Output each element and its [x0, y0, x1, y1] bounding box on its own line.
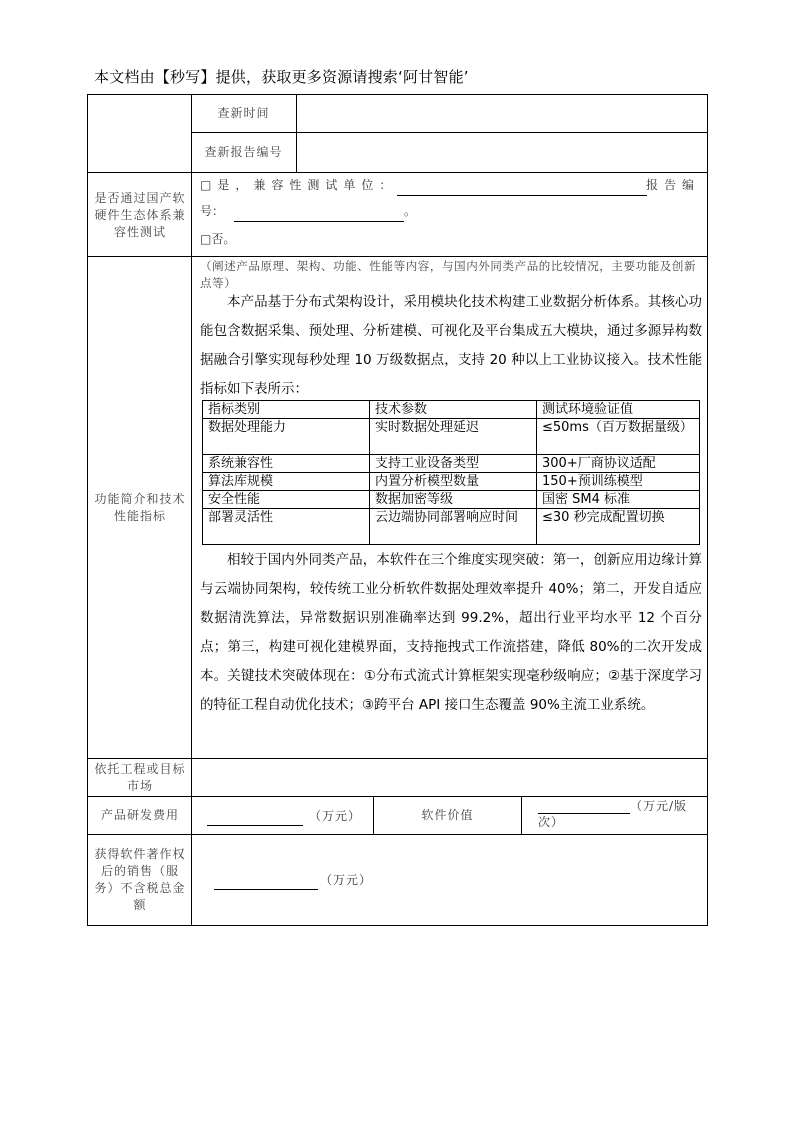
table-cell: 内置分析模型数量: [370, 473, 537, 491]
sales-label: 获得软件著作权后的销售（服务）不含税总金额: [94, 847, 186, 912]
indicator-table: [202, 400, 700, 545]
features-comparison: 相较于国内外同类产品，本软件在三个维度实现突破：第一，创新应用边缘计算与云端协同架构，较传统工业分析软件数据处理效率提升 40%；第二，开发自适应数据清洗算法，异常数据识别准确率达到 99.2%，超出行业平均水平 12 个百分点；第三，构建可视化建模界面，支持拖拽式工作流搭建，降低 80%的二次开发成本。关键技术突破体现在：①分布式流式计算框架实现毫秒级响应；②基于深度学习的特征工程自动优化技术；③跨平台 API 接口生态覆盖 90%主流工业系统。: [200, 552, 702, 713]
table-row: [203, 455, 700, 473]
table-cell: 支持工业设备类型: [370, 455, 537, 473]
sales-field-group: [214, 870, 414, 890]
review-time-label: 查新时间: [217, 106, 270, 120]
indicator-table-header: [203, 401, 700, 419]
cost-field[interactable]: [207, 812, 303, 826]
table-cell: ≤50ms（百万数据量级）: [537, 419, 700, 455]
compat-yes-line: [200, 174, 702, 196]
compat-no-option[interactable]: □否。: [200, 232, 236, 246]
table-cell: 数据处理能力: [203, 419, 370, 455]
table-cell: 系统兼容性: [203, 455, 370, 473]
rule: [191, 172, 707, 173]
compat-report-field[interactable]: [234, 208, 404, 222]
table-cell: 数据加密等级: [370, 491, 537, 509]
rule: [88, 256, 707, 257]
software-value-group: [538, 798, 698, 832]
compat-period: 。: [404, 204, 417, 218]
software-value-unit: （万元/版次）: [538, 799, 688, 829]
compat-test-label: 是否通过国产软硬件生态体系兼容性测试: [94, 190, 186, 239]
rule: [191, 95, 192, 925]
table-row: [203, 419, 700, 455]
table-cell: 实时数据处理延迟: [370, 419, 537, 455]
features-label: 功能简介和技术性能指标: [94, 492, 186, 523]
cost-label: 产品研发费用: [100, 808, 179, 822]
features-hint: （阐述产品原理、架构、功能、性能等内容，与国内外同类产品的比较情况，主要功能及创新点等）: [200, 259, 697, 290]
review-report-number-label: 查新报告编号: [204, 145, 283, 159]
table-cell: 云边端协同部署响应时间: [370, 509, 537, 545]
table-row: [203, 491, 700, 509]
rule: [88, 834, 707, 835]
header-cell: 测试环境验证值: [537, 401, 700, 419]
software-value-field[interactable]: [538, 800, 630, 814]
header-cell: 指标类别: [203, 401, 370, 419]
table-cell: 150+预训练模型: [537, 473, 700, 491]
compat-report-suffix: 报告编: [646, 178, 701, 192]
software-value-label: 软件价值: [421, 808, 474, 822]
table-cell: 国密 SM4 标准: [537, 491, 700, 509]
header-cell: 技术参数: [370, 401, 537, 419]
rule: [521, 796, 522, 834]
rule: [88, 758, 707, 759]
table-row: [203, 509, 700, 545]
rule: [296, 95, 297, 172]
table-cell: 300+厂商协议适配: [537, 455, 700, 473]
cost-unit: （万元）: [309, 809, 362, 823]
compat-yes-option[interactable]: □是，兼容性测试单位：: [200, 178, 398, 192]
table-cell: ≤30 秒完成配置切换: [537, 509, 700, 545]
sales-unit: （万元）: [320, 873, 373, 887]
compat-report-line: [200, 200, 500, 222]
table-row: [203, 473, 700, 491]
compat-unit-field[interactable]: [397, 182, 647, 196]
cost-field-group: [207, 806, 367, 826]
document-header: 本文档由【秒写】提供，获取更多资源请搜索‘阿甘智能’: [94, 68, 469, 86]
table-cell: 算法库规模: [203, 473, 370, 491]
table-cell: 部署灵活性: [203, 509, 370, 545]
table-cell: 安全性能: [203, 491, 370, 509]
rule: [88, 172, 191, 173]
compat-report-prefix: 号：: [200, 204, 225, 218]
features-intro: 本产品基于分布式架构设计，采用模块化技术构建工业数据分析体系。其核心功能包含数据采集、预处理、分析建模、可视化及平台集成五大模块，通过多源异构数据融合引擎实现每秒处理 10 万级数据点，支持 20 种以上工业协议接入。技术性能指标如下表所示：: [200, 294, 702, 397]
sales-field[interactable]: [214, 876, 318, 890]
market-label: 依托工程或目标市场: [94, 762, 186, 793]
